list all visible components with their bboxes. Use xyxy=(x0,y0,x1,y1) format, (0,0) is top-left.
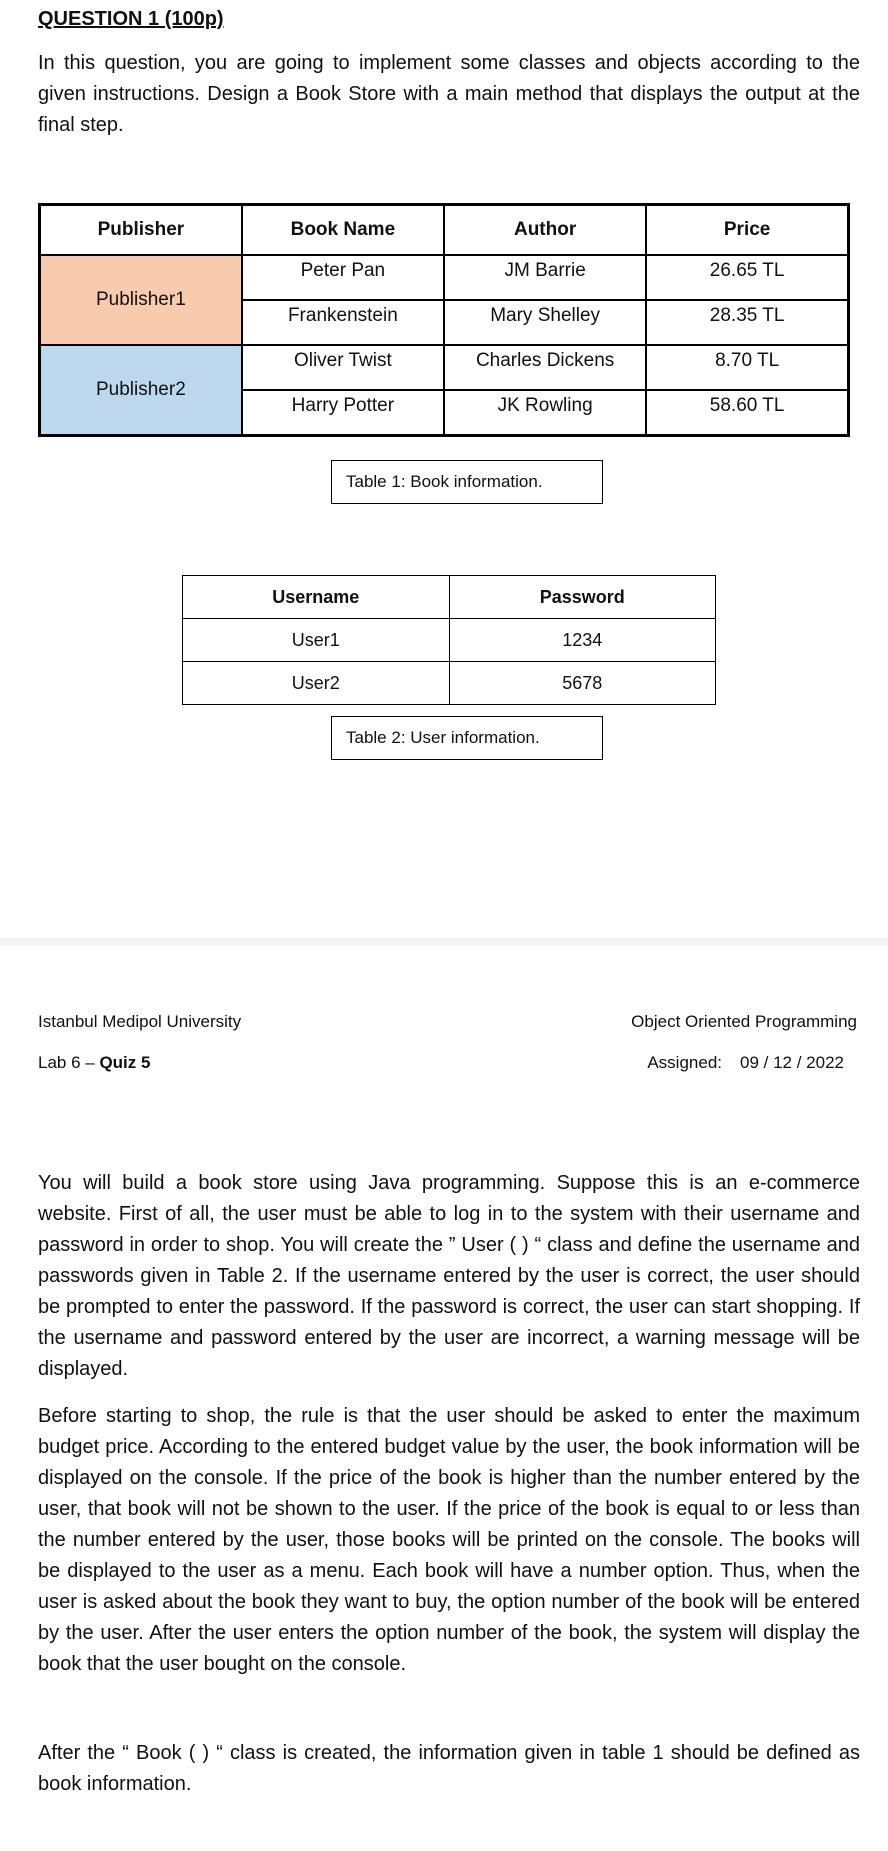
username-cell: User2 xyxy=(183,662,450,705)
instructions-paragraph: You will build a book store using Java programming. Suppose this is an e-commerce website. First of all, the user must be able to log in to the system with their username and password in order to shop. You will create the ” User ( ) “ class and define the username and passwords given in Table 2. If the username entered by the user is correct, the user should be prompted to enter the password. If the password is correct, the user can start shopping. If the username and password entered by the user are incorrect, a warning message will be displayed. xyxy=(38,1172,860,1380)
author-cell: JM Barrie xyxy=(444,255,646,300)
instructions-paragraph: Before starting to shop, the rule is that the user should be asked to enter the maximum budget price. According to the entered budget value by the user, the book information will be displayed on the console. If the price of the book is higher than the number entered by the user, that book will not be shown to the user. If the price of the book is equal to or less than the number entered by the user, those books will be printed on the console. The books will be displayed to the user as a menu. Each book will have a number option. Thus, when the user is asked about the book they want to buy, the option number of the book will be entered by the user. After the user enters the option number of the book, the system will display the book that the user bought on the console. xyxy=(38,1405,860,1675)
book-name-cell: Oliver Twist xyxy=(242,345,444,390)
header-password: Password xyxy=(449,576,716,619)
table-1-caption: Table 1: Book information. xyxy=(331,460,603,504)
course-name: Object Oriented Programming xyxy=(631,1012,857,1031)
author-cell: Mary Shelley xyxy=(444,300,646,345)
question-title: QUESTION 1 (100p) xyxy=(38,8,224,30)
password-cell: 1234 xyxy=(449,619,716,662)
author-cell: JK Rowling xyxy=(444,390,646,435)
book-name-cell: Frankenstein xyxy=(242,300,444,345)
price-cell: 8.70 TL xyxy=(646,345,848,390)
lab-prefix: Lab 6 – xyxy=(38,1053,100,1072)
price-cell: 28.35 TL xyxy=(646,300,848,345)
table-2-caption: Table 2: User information. xyxy=(331,716,603,760)
table-row xyxy=(40,345,849,390)
intro-paragraph: In this question, you are going to implement some classes and objects according to the given instructions. Design a Book Store with a main method that displays the output at the final step. xyxy=(38,52,860,136)
publisher-cell: Publisher1 xyxy=(40,255,242,345)
header-username: Username xyxy=(183,576,450,619)
author-cell: Charles Dickens xyxy=(444,345,646,390)
publisher-cell: Publisher2 xyxy=(40,345,242,435)
assigned-label: Assigned: xyxy=(647,1053,723,1072)
lab-quiz-label xyxy=(38,1053,150,1073)
table-header-row xyxy=(40,205,849,256)
assigned-date-line xyxy=(647,1053,844,1073)
price-cell: 26.65 TL xyxy=(646,255,848,300)
book-information-table xyxy=(38,203,850,437)
book-name-cell: Harry Potter xyxy=(242,390,444,435)
table-header-row xyxy=(183,576,716,619)
table-row xyxy=(40,255,849,300)
header-price: Price xyxy=(646,205,848,256)
username-cell: User1 xyxy=(183,619,450,662)
instructions-paragraph: After the “ Book ( ) “ class is created, the information given in table 1 should be defined as book information. xyxy=(38,1742,860,1795)
price-cell: 58.60 TL xyxy=(646,390,848,435)
table-row xyxy=(183,662,716,705)
user-information-table xyxy=(182,575,716,705)
book-name-cell: Peter Pan xyxy=(242,255,444,300)
assigned-date: 09 / 12 / 2022 xyxy=(740,1053,844,1072)
university-name: Istanbul Medipol University xyxy=(38,1012,242,1031)
header-author: Author xyxy=(444,205,646,256)
header-book-name: Book Name xyxy=(242,205,444,256)
table-row xyxy=(183,619,716,662)
page-2 xyxy=(0,946,888,1851)
header-publisher: Publisher xyxy=(40,205,242,256)
password-cell: 5678 xyxy=(449,662,716,705)
quiz-number: Quiz 5 xyxy=(99,1053,151,1072)
